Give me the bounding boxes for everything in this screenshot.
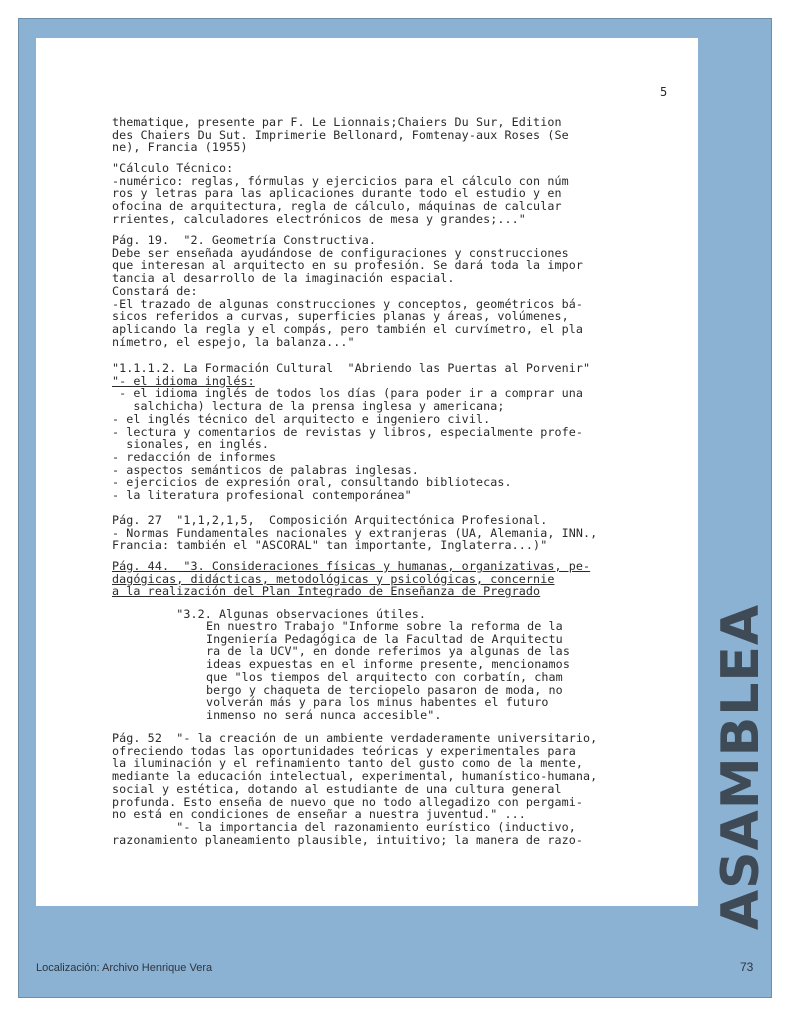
text-line: Pág. 27 "1,1,2,1,5, Composición Arquitectónica Profesional. [112,513,548,527]
text-line: mediante la educación intelectual, experimental, humanístico-humana, [112,769,598,784]
text-line: Pág. 52 "- la creación de un ambiente verdaderamente universitario, [112,731,598,745]
text-line: "1.1.1.2. La Formación Cultural "Abriendo las Puertas al Porvenir" [112,361,591,375]
text-line: "Cálculo Técnico: [112,161,234,175]
text-line: "- el idioma inglés: [112,373,255,388]
text-line: tancia al desarrollo de la imaginación espacial. [112,271,455,286]
text-line: profunda. Esto enseña de nuevo que no todo allegadizo con pergami- [112,794,584,809]
text-line: sicos referidos a curvas, superficies planas y áreas, volúmenes, [112,309,569,324]
text-line: volverán más y para los minus habentes el futuro [206,695,549,710]
scanned-document [36,38,698,906]
text-line: a la realización del Plan Integrado de Enseñanza de Pregrado [112,584,541,599]
text-line: -numérico: reglas, fórmulas y ejercicios para el cálculo con núm [112,173,569,188]
paragraph-composicion [112,514,672,552]
text-line: - Normas Fundamentales nacionales y extranjeras (UA, Alemania, INN., [112,525,598,540]
text-line: bergo y chaqueta de terciopelo pasaron de moda, no [206,682,563,697]
paragraph-consideraciones [112,560,672,598]
text-line: - redacción de informes [112,449,277,464]
text-line: Pág. 19. "2. Geometría Constructiva. [112,233,377,247]
text-line: social y estética, dotando al estudiante de una cultura general [112,781,562,796]
paragraph-formacion-cultural [112,362,672,502]
text-line: - lectura y comentarios de revistas y libros, especialmente profe- [112,424,584,439]
text-line: - la literatura profesional contemporánea" [112,488,412,503]
text-line: Francia: también el "ASCORAL" tan importante, Inglaterra...)" [112,538,548,553]
text-line: En nuestro Trabajo "Informe sobre la reforma de la [206,619,563,633]
text-line: rrientes, calculadores electrónicos de mesa y grandes;..." [112,211,526,226]
text-line: - aspectos semánticos de palabras inglesas. [112,462,419,477]
text-line: ofocina de arquitectura, regla de cálculo, máquinas de calcular [112,199,562,214]
paragraph-citation [112,116,672,154]
text-line: aplicando la regla y el compás, pero también el curvímetro, el pla [112,321,584,336]
text-line: nímetro, el espejo, la balanza..." [112,334,355,349]
paragraph-geometria [112,234,672,348]
text-line: dagógicas, didácticas, metodológicas y psicológicas, concernie [112,571,555,586]
text-line: des Chaiers Du Sut. Imprimerie Bellonard, Fomtenay-aux Roses (Se [112,127,569,142]
text-line: no está en condiciones de enseñar a nuestra juventud." ... [112,807,526,822]
text-line: "- la importancia del razonamiento eurístico (inductivo, [112,819,576,834]
text-line: Pág. 44. "3. Consideraciones físicas y humanas, organizativas, pe- [112,559,591,573]
text-line: sionales, en inglés. [112,437,270,452]
text-line: - el inglés técnico del arquitecto e ingeniero civil. [112,411,491,426]
side-title [711,603,772,931]
text-line: que interesan al arquitecto en su profesión. Se dará toda la impor [112,258,584,273]
paragraph-calculo [112,162,672,226]
text-line: ra de la UCV", en donde referimos ya algunas de las [206,644,570,659]
text-line: razonamiento planeamiento plausible, intuitivo; la manera de razo- [112,832,584,847]
footer-source: Localización: Archivo Henrique Vera [36,962,213,974]
text-line: ofreciendo todas las oportunidades teóricas y experimentales para [112,743,576,758]
text-line: ne), Francia (1955) [112,140,248,155]
text-line: - el idioma inglés de todos los días (para poder ir a comprar una [112,386,584,401]
paragraph-informe [206,620,666,722]
text-line: thematique, presente par F. Le Lionnais;Chaiers Du Sur, Edition [112,115,562,129]
text-line: salchicha) lectura de la prensa inglesa y americana; [112,399,505,414]
text-line: la iluminación y el refinamiento tanto del gusto como de la mente, [112,756,584,771]
text-line: Debe ser enseñada ayudándose de configuraciones y construcciones [112,245,569,260]
text-line: "3.2. Algunas observaciones útiles. [112,607,427,621]
text-line: -El trazado de algunas construcciones y conceptos, geométricos bá- [112,296,584,311]
text-line: Constará de: [112,283,198,298]
footer-page-number: 73 [740,960,754,974]
text-line: que "los tiempos del arquitecto con corbatín, cham [206,669,563,684]
text-line: ros y letras para las aplicaciones durante todo el estudio y en [112,186,562,201]
text-line: - ejercicios de expresión oral, consultando bibliotecas. [112,475,512,490]
text-line: ideas expuestas en el informe presente, mencionamos [206,657,570,672]
typed-page-number: 5 [660,85,668,99]
text-line: Ingeniería Pedagógica de la Facultad de Arquitectu [206,631,563,646]
text-line: inmenso no será nunca accesible". [206,707,442,722]
side-title-text: ASAMBLEA [711,603,772,931]
paragraph-pag52 [112,732,672,846]
